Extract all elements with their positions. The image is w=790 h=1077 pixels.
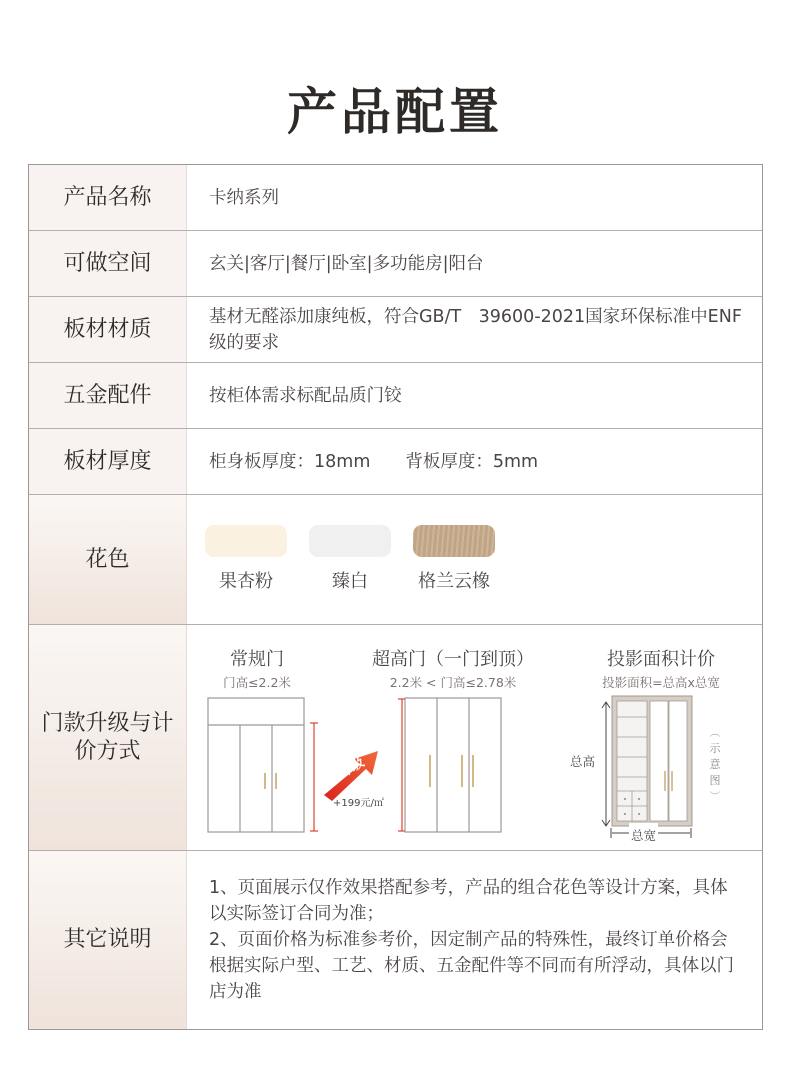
row-label: 花色: [29, 495, 187, 624]
note-item: 2、页面价格为标准参考价，因定制产品的特殊性，最终订单价格会根据实际户型、工艺、材质、五金配件等不同而有所浮动，具体以门店为准: [209, 930, 734, 1002]
total-width-label: 总宽: [629, 823, 658, 849]
color-option-apricot[interactable]: [205, 525, 287, 595]
row-label: 板材材质: [29, 297, 187, 362]
row-label: 产品名称: [29, 165, 187, 230]
regular-door-sub: 门高≤2.2米: [223, 675, 291, 690]
regular-door-title: 常规门: [230, 649, 284, 670]
regular-door-info: [207, 649, 307, 691]
page-title: 产品配置: [287, 83, 503, 141]
color-swatch-list: [205, 525, 495, 595]
spec-row-space: [29, 231, 762, 297]
tall-wardrobe-icon: [404, 697, 502, 833]
row-value: 卡纳系列: [209, 187, 279, 208]
row-value: 基材无醛添加康纯板，符合GB/T 39600-2021国家环保标准中ENF级的要求: [209, 306, 742, 353]
notes-list: [209, 875, 744, 1005]
regular-height-arrow-icon: [309, 721, 319, 833]
tall-door-info: [365, 649, 541, 691]
color-swatch: [309, 525, 391, 557]
spec-row-thickness: [29, 429, 762, 495]
row-label: 板材厚度: [29, 429, 187, 494]
color-name: 臻白: [332, 570, 368, 592]
note-char: 意: [709, 758, 721, 771]
color-swatch: [205, 525, 287, 557]
spec-row-colors: [29, 495, 762, 625]
note-item: 1、页面展示仅作效果搭配参考，产品的组合花色等设计方案，具体以实际签订合同为准；: [209, 878, 728, 924]
note-char: 图: [709, 774, 721, 787]
upgrade-price: +199元/㎡: [333, 798, 384, 809]
spec-row-name: [29, 165, 762, 231]
note-bracket: ︵: [709, 726, 721, 739]
tall-door-title: 超高门（一门到顶）: [372, 649, 534, 670]
row-label: 五金配件: [29, 363, 187, 428]
color-name: 果杏粉: [219, 570, 273, 592]
row-value: 按柜体需求标配品质门铰: [209, 385, 402, 406]
row-label: 门款升级与计价方式: [29, 625, 187, 850]
tall-door-sub: 2.2米 < 门高≤2.78米: [389, 675, 517, 690]
illustration-note: [707, 725, 723, 805]
spec-row-material: [29, 297, 762, 363]
spec-row-hardware: [29, 363, 762, 429]
spec-table: [28, 164, 763, 1030]
door-comparison: [187, 625, 762, 850]
row-value: 柜身板厚度：18mm 背板厚度：5mm: [209, 451, 539, 472]
color-option-white[interactable]: [309, 525, 391, 595]
spec-row-door: [29, 625, 762, 851]
row-label: 可做空间: [29, 231, 187, 296]
projection-title: 投影面积计价: [607, 649, 715, 670]
projection-wardrobe-icon: [611, 695, 693, 827]
projection-info: [571, 649, 751, 691]
color-name: 格兰云橡: [418, 570, 490, 592]
color-option-oak[interactable]: [413, 525, 495, 595]
note-bracket: ︶: [709, 790, 721, 803]
total-height-label: 总高: [570, 754, 596, 769]
spec-row-notes: [29, 851, 762, 1029]
upgrade-badge-text: 升级: [334, 754, 368, 782]
projection-sub: 投影面积=总高x总宽: [602, 675, 720, 690]
regular-wardrobe-icon: [207, 697, 305, 833]
row-value: 玄关|客厅|餐厅|卧室|多功能房|阳台: [209, 253, 484, 274]
note-char: 示: [709, 742, 721, 755]
row-label: 其它说明: [29, 851, 187, 1029]
color-swatch: [413, 525, 495, 557]
